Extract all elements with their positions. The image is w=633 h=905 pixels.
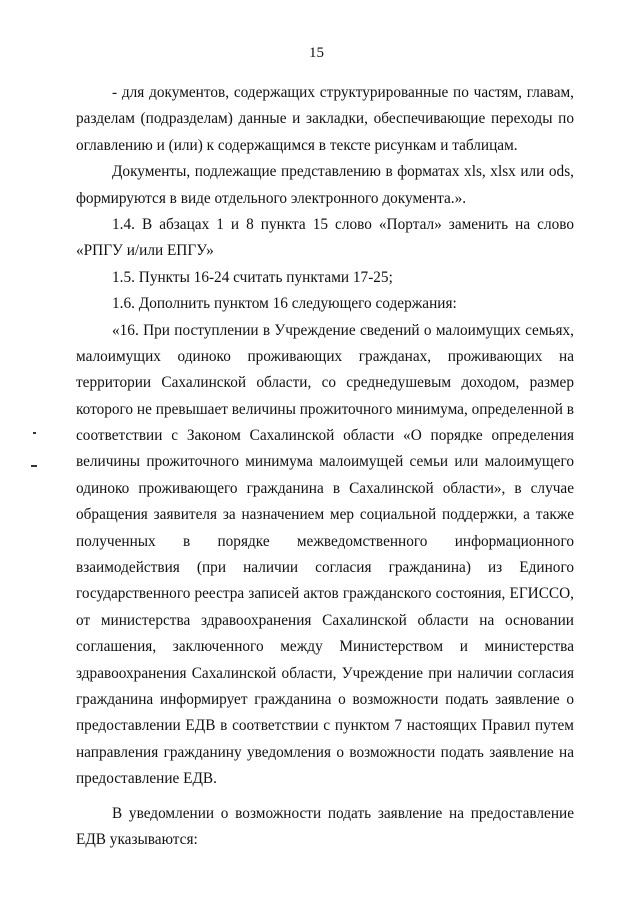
text-line: В уведомлении о возможности подать заявление на предоставление: [112, 804, 574, 822]
text-line: 1.4. В абзацах 1 и 8 пункта 15 слово «Портал» заменить на слово: [112, 215, 574, 233]
margin-mark: [33, 432, 36, 434]
text-line: оглавлению и (или) к содержащимся в тексте рисункам и таблицам.: [76, 136, 518, 154]
text-line: предоставлении ЕДВ в соответствии с пунктом 7 настоящих Правил путем: [76, 717, 574, 735]
text-line: территории Сахалинской области, со среднедушевым доходом, размер: [76, 374, 574, 392]
text-line: которого не превышает величины прожиточного минимума, определенной в: [76, 400, 574, 418]
text-line: гражданина информирует гражданина о возможности подать заявление о: [76, 690, 574, 708]
text-line: 1.6. Дополнить пунктом 16 следующего содержания:: [112, 295, 457, 313]
text-line: от министерства здравоохранения Сахалинской области на основании: [76, 611, 574, 629]
margin-mark: [31, 465, 37, 467]
text-line: ЕДВ указываются:: [76, 830, 198, 848]
text-line: «16. При поступлении в Учреждение сведений о малоимущих семьях,: [112, 321, 574, 339]
text-line: обращения заявителя за назначением мер социальной поддержки, а также: [76, 506, 574, 524]
text-line: одиноко проживающего гражданина в Сахалинской области», в случае: [76, 479, 574, 497]
text-line: направления гражданину уведомления о возможности подать заявление на: [76, 743, 574, 761]
text-line: величины прожиточного минимума малоимущей семьи или малоимущего: [76, 453, 574, 471]
text-line: 1.5. Пункты 16-24 считать пунктами 17-25;: [112, 268, 393, 286]
text-line: разделам (подразделам) данные и закладки, обеспечивающие переходы по: [76, 110, 574, 128]
text-line: формируются в виде отдельного электронного документа.».: [76, 189, 467, 207]
text-line: взаимодействия (при наличии согласия гражданина) из Единого: [76, 559, 574, 577]
document-body: [76, 80, 574, 853]
text-line: предоставление ЕДВ.: [76, 770, 217, 788]
text-line: - для документов, содержащих структурированные по частям, главам,: [112, 84, 574, 101]
text-line: соглашения, заключенного между Министерством и министерства: [76, 638, 574, 656]
page-number: 15: [309, 45, 324, 61]
text-line: Документы, подлежащие представлению в форматах xls, xlsx или ods,: [112, 163, 574, 181]
text-line: «РПГУ и/или ЕПГУ»: [76, 242, 214, 260]
text-line: малоимущих одиноко проживающих гражданах, проживающих на: [76, 347, 574, 365]
text-line: здравоохранения Сахалинской области, Учреждение при наличии согласия: [76, 664, 574, 682]
text-line: государственного реестра записей актов гражданского состояния, ЕГИССО,: [76, 585, 574, 603]
text-line: полученных в порядке межведомственного информационного: [76, 532, 574, 550]
text-line: соответствии с Законом Сахалинской области «О порядке определения: [76, 427, 574, 445]
